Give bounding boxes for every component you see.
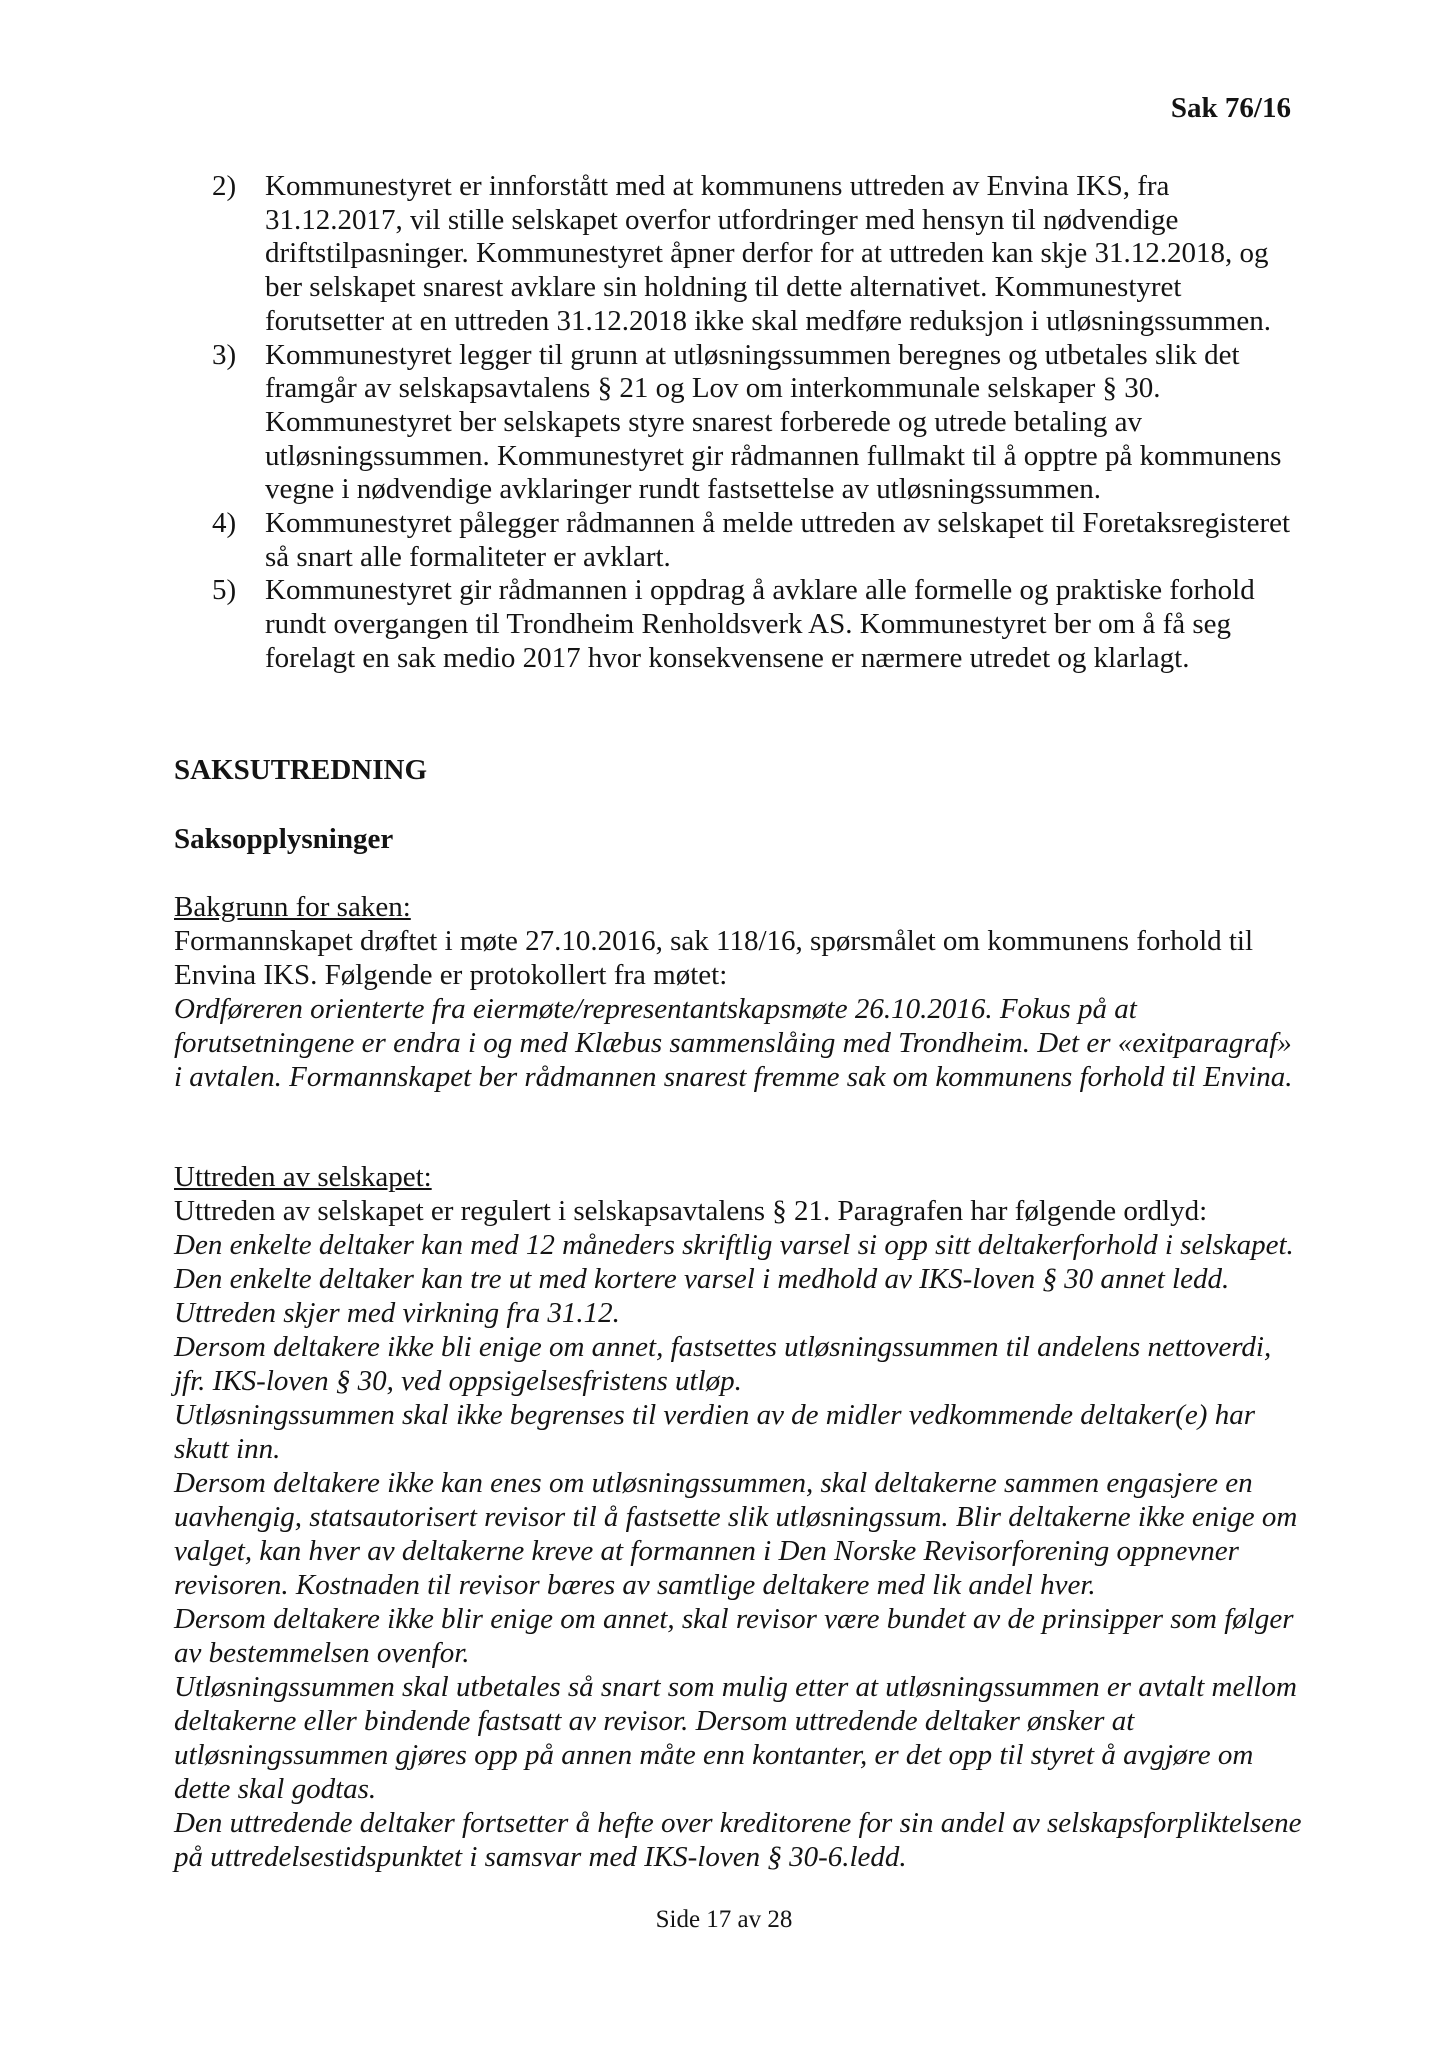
list-item-text: Kommunestyret gir rådmannen i oppdrag å avklare alle formelle og praktiske forhold rundt overgangen til Trondheim Renholdsverk AS. Kommunestyret ber om å få seg forelagt en sak medio 2017 hvor konsekvensene er nærmere utredet og klarlagt.	[265, 574, 1255, 674]
statute-paragraph: Dersom deltakere ikke kan enes om utløsningssummen, skal deltakerne sammen engasjere en uavhengig, statsautorisert revisor til å fastsette slik utløsningssum. Blir deltakerne ikke enige om valget, kan hver av deltakerne kreve at formannen i Den Norske Revisorforening oppnevner revisoren. Kostnaden til revisor bæres av samtlige deltakere med lik andel hver.	[174, 1467, 1298, 1601]
list-item	[212, 507, 1302, 574]
list-item	[212, 574, 1302, 675]
section-heading-saksopplysninger: Saksopplysninger	[174, 823, 394, 855]
list-item-number: 2)	[212, 170, 237, 202]
statute-paragraph: Den enkelte deltaker kan med 12 måneders skriftlig varsel si opp sitt deltakerforhold i selskapet. Den enkelte deltaker kan tre ut med kortere varsel i medhold av IKS-loven § 30 annet ledd. Uttreden skjer med virkning fra 31.12.	[174, 1229, 1294, 1329]
bakgrunn-intro: Formannskapet drøftet i møte 27.10.2016, sak 118/16, spørsmålet om kommunens forhold til Envina IKS. Følgende er protokollert fra møtet:	[174, 925, 1254, 991]
statute-paragraph: Dersom deltakere ikke blir enige om annet, skal revisor være bundet av de prinsipper som følger av bestemmelsen ovenfor.	[174, 1603, 1294, 1669]
uttreden-subheading: Uttreden av selskapet:	[174, 1161, 432, 1193]
uttreden-section	[174, 1160, 1304, 1874]
bakgrunn-section	[174, 890, 1304, 1094]
page-number: Side 17 av 28	[655, 1906, 793, 1933]
list-item-text: Kommunestyret pålegger rådmannen å melde uttreden av selskapet til Foretaksregisteret så snart alle formaliteter er avklart.	[265, 507, 1291, 573]
section-heading-saksutredning: SAKSUTREDNING	[174, 754, 427, 786]
list-item-text: Kommunestyret er innforstått med at kommunens uttreden av Envina IKS, fra 31.12.2017, vil stille selskapet overfor utfordringer med hensyn til nødvendige driftstilpasninger. Kommunestyret åpner derfor for at uttreden kan skje 31.12.2018, og ber selskapet snarest avklare sin holdning til dette alternativet. Kommunestyret forutsetter at en uttreden 31.12.2018 ikke skal medføre reduksjon i utløsningssummen.	[265, 170, 1271, 337]
decision-list	[212, 170, 1302, 676]
statute-paragraph: Utløsningssummen skal ikke begrenses til verdien av de midler vedkommende deltaker(e) har skutt inn.	[174, 1399, 1256, 1465]
list-item	[212, 170, 1302, 339]
list-item-number: 3)	[212, 338, 237, 371]
statute-paragraph: Dersom deltakere ikke bli enige om annet, fastsettes utløsningssummen til andelens nettoverdi, jfr. IKS-loven § 30, ved oppsigelsesfristens utløp.	[174, 1331, 1272, 1397]
protocol-quote: Ordføreren orienterte fra eiermøte/representantskapsmøte 26.10.2016. Fokus på at forutsetningene er endra i og med Klæbus sammenslåing med Trondheim. Det er «exitparagraf» i avtalen. Formannskapet ber rådmannen snarest fremme sak om kommunens forhold til Envina.	[174, 993, 1293, 1093]
list-item-number: 4)	[212, 507, 237, 540]
list-item-text: Kommunestyret legger til grunn at utløsningssummen beregnes og utbetales slik det framgår av selskapsavtalens § 21 og Lov om interkommunale selskaper § 30. Kommunestyret ber selskapets styre snarest forberede og utrede betaling av utløsningssummen. Kommunestyret gir rådmannen fullmakt til å opptre på kommunens vegne i nødvendige avklaringer rundt fastsettelse av utløsningssummen.	[265, 338, 1282, 506]
uttreden-intro: Uttreden av selskapet er regulert i selskapsavtalens § 21. Paragrafen har følgende ordlyd:	[174, 1195, 1208, 1227]
statute-paragraph: Utløsningssummen skal utbetales så snart som mulig etter at utløsningssummen er avtalt mellom deltakerne eller bindende fastsatt av revisor. Dersom uttredende deltaker ønsker at utløsningssummen gjøres opp på annen måte enn kontanter, er det opp til styret å avgjøre om dette skal godtas.	[174, 1671, 1297, 1805]
list-item	[212, 339, 1302, 508]
bakgrunn-subheading: Bakgrunn for saken:	[174, 891, 411, 923]
statute-paragraph: Den uttredende deltaker fortsetter å hefte over kreditorene for sin andel av selskapsforpliktelsene på uttredelsestidspunktet i samsvar med IKS-loven § 30-6.ledd.	[174, 1807, 1302, 1873]
list-item-number: 5)	[212, 574, 237, 607]
case-number: Sak 76/16	[1170, 92, 1291, 124]
